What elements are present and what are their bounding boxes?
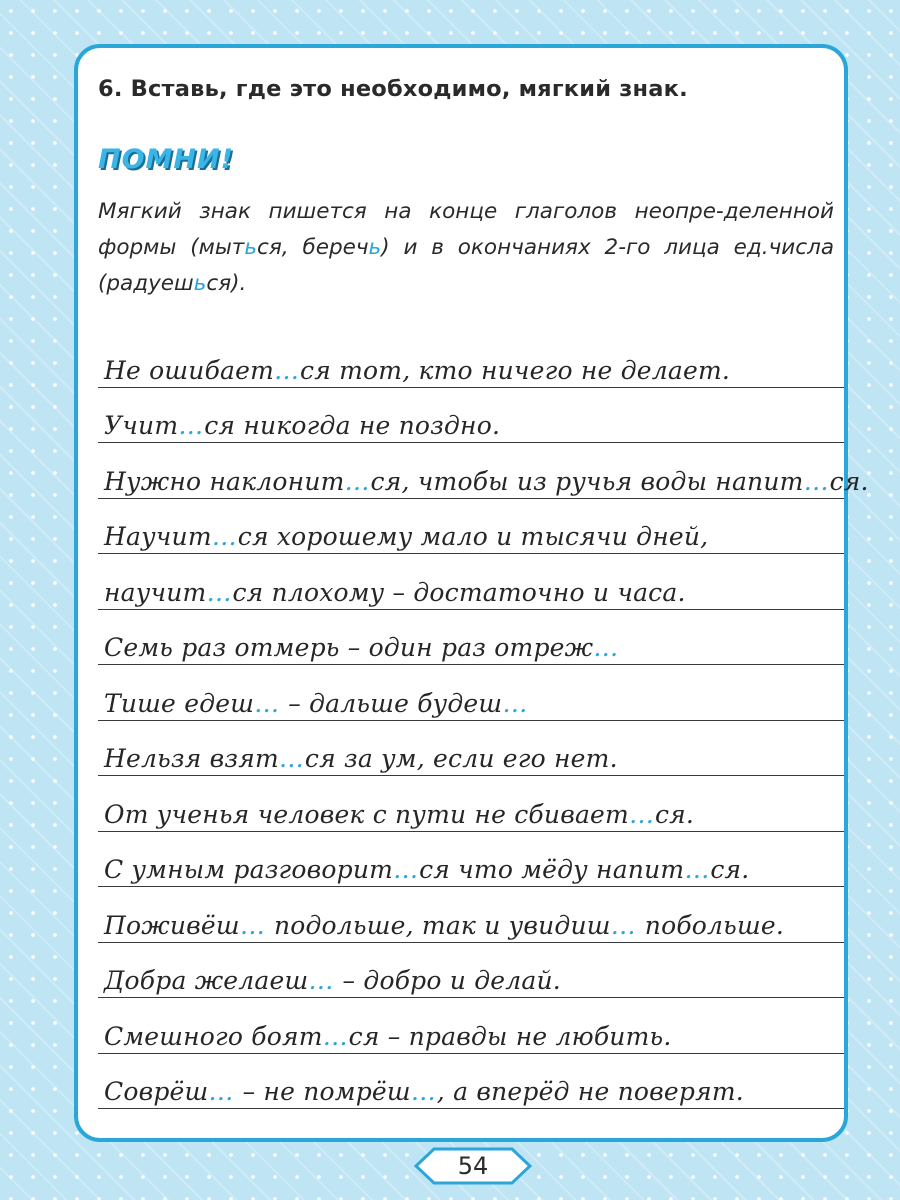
page-frame [74,44,869,1142]
exercise-line [98,665,844,721]
sentence-text: ся, чтобы из ручья воды напит [370,466,804,496]
exercise-sentence [104,1022,671,1051]
sentence-text: ся никогда не поздно. [204,411,501,440]
sentence-text: Нельзя взят [104,744,279,773]
exercise-line [98,332,844,388]
sentence-text: – добро и делай. [334,966,561,995]
sentence-text: ся. [654,799,695,829]
blank-gap[interactable]: … [278,744,305,773]
exercise-sentence [104,522,708,551]
sentence-text: ся. [829,466,869,496]
sentence-text: ся что мёду напит [419,855,685,884]
exercise-line [98,721,844,777]
blank-gap[interactable]: … [344,466,371,496]
sentence-text: – не помрёш [234,1077,411,1106]
sentence-text: Добра желаеш [104,966,309,995]
blank-gap[interactable]: … [239,910,266,940]
blank-gap[interactable]: … [254,688,281,718]
sentence-text: Учит [104,411,179,440]
blank-gap[interactable]: … [211,522,238,551]
remember-heading: ПОМНИ! [98,144,234,175]
sentence-text: , а вперёд не поверят. [436,1077,744,1106]
blank-gap[interactable]: … [803,466,830,496]
sentence-text: С умным разговорит [104,855,394,884]
rule-text-part: ) и в окончаниях 2-го лица ед.числа (радуеш [98,235,834,296]
exercise-lines [98,332,869,1109]
exercise-sentence [104,356,730,385]
exercise-line [98,554,844,610]
sentence-text: Смешного боят [104,1021,323,1051]
blank-gap[interactable]: … [410,1077,437,1106]
exercise-sentence [104,966,561,995]
exercise-sentence [104,911,784,940]
rule-highlight: ь [193,271,207,296]
blank-gap[interactable]: … [206,577,233,607]
sentence-text: Нужно наклонит [104,466,345,496]
sentence-text: ся. [710,855,750,884]
sentence-text: Тише едеш [104,688,255,718]
sentence-text: Семь раз отмерь – один раз отреж [104,633,594,662]
page-number-badge [414,1146,532,1186]
sentence-text: ся плохому – достаточно и часа. [232,577,686,607]
exercise-line [98,499,844,555]
sentence-text: Научит [104,522,212,551]
exercise-sentence [104,689,528,718]
exercise-line [98,887,844,943]
sentence-text: научит [104,577,207,607]
exercise-line [98,998,844,1054]
exercise-sentence [104,467,869,496]
blank-gap[interactable]: … [610,910,637,940]
exercise-line [98,943,844,999]
rule-text [98,194,834,302]
blank-gap[interactable]: … [684,855,711,884]
sentence-text: подольше, так и увидиш [265,910,611,940]
sentence-text: Не ошибает [104,355,275,385]
exercise-sentence [104,744,618,773]
exercise-line [98,610,844,666]
blank-gap[interactable]: … [628,799,655,829]
sentence-text: От ученья человек с пути не сбивает [104,799,629,829]
blank-gap[interactable]: … [178,411,205,440]
sentence-text: ся тот, кто ничего не делает. [300,355,731,385]
exercise-line [98,388,844,444]
exercise-sentence [104,633,619,662]
rule-text-part: ся, береч [257,235,369,260]
exercise-sentence [104,855,749,884]
task-title: 6. Вставь, где это необходимо, мягкий знак. [98,76,688,102]
blank-gap[interactable]: … [593,633,620,662]
rule-text-part: Мягкий знак пишется на конце глаголов неопре-деленной формы (мыт [98,199,834,260]
exercise-sentence [104,1077,744,1106]
rule-text-part: ся). [206,271,247,296]
blank-gap[interactable]: … [208,1077,235,1106]
sentence-text: Соврёш [104,1077,209,1106]
exercise-line [98,1054,844,1110]
blank-gap[interactable]: … [322,1021,349,1051]
blank-gap[interactable]: … [308,966,335,995]
exercise-sentence [104,578,686,607]
exercise-sentence [104,800,694,829]
exercise-sentence [104,411,500,440]
exercise-line [98,832,844,888]
sentence-text: ся хорошему мало и тысячи дней, [237,522,709,551]
sentence-text: ся за ум, если его нет. [304,744,618,773]
rule-highlight: ь [368,235,382,260]
blank-gap[interactable]: … [274,355,301,385]
blank-gap[interactable]: … [393,855,420,884]
rule-highlight: ь [244,235,258,260]
sentence-text: ся – правды не любить. [348,1021,672,1051]
blank-gap[interactable]: … [502,688,529,718]
sentence-text: побольше. [636,910,784,940]
exercise-line [98,776,844,832]
exercise-line [98,443,869,499]
sentence-text: Поживёш [104,910,240,940]
page-number: 54 [457,1152,489,1180]
sentence-text: – дальше будеш [280,688,503,718]
